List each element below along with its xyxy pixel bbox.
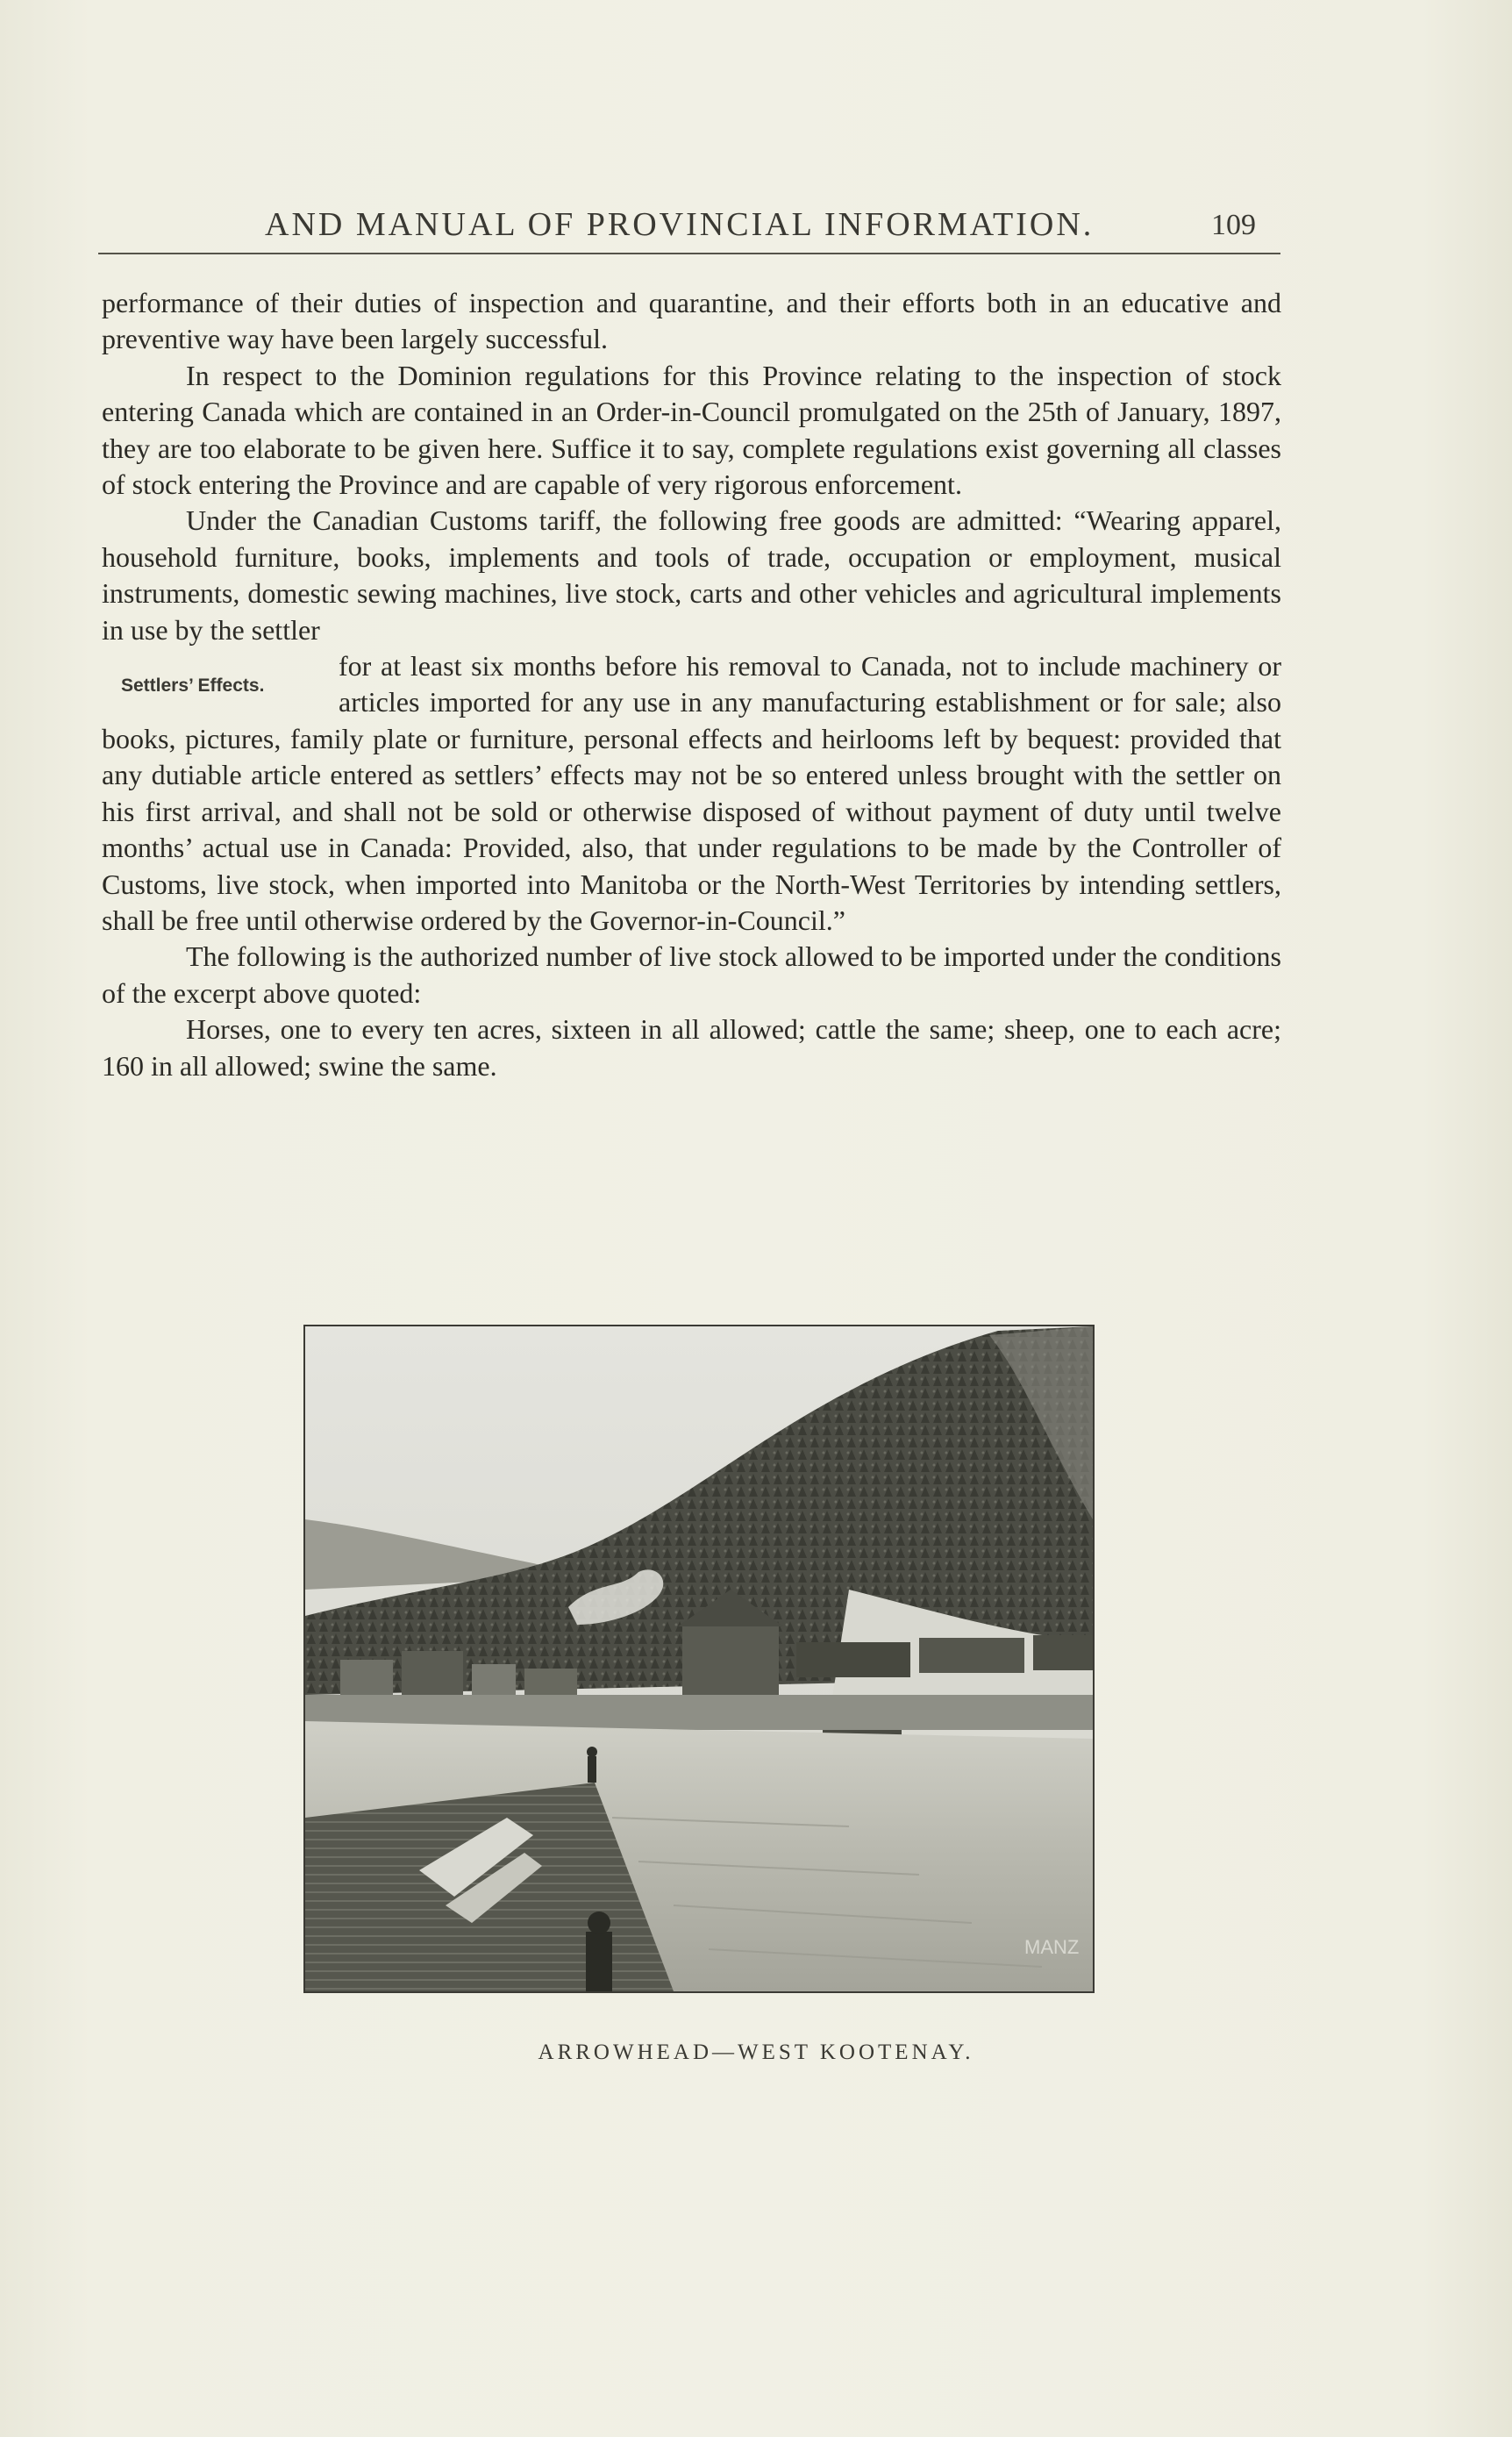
plate-caption: ARROWHEAD—WEST KOOTENAY. bbox=[538, 2040, 974, 2064]
standing-figure bbox=[587, 1747, 597, 1783]
paragraph-2: In respect to the Dominion regulations for this Province relating to the inspection of stock entering Canada which are contained in an Order-in-Council promulgated on the 25th of January, 1897, they are too elaborate to be given here. Suffice it to say, complete regulations exist governing all classes of stock entering the Province and are capable of very rigorous enforcement. bbox=[102, 359, 1281, 501]
running-head bbox=[98, 200, 1280, 254]
paragraph-4: The following is the authorized number of live stock allowed to be imported under the conditions of the excerpt above quoted: bbox=[102, 940, 1281, 1009]
halftone-photograph bbox=[303, 1325, 1095, 1993]
paragraph-3-part-1: Under the Canadian Customs tariff, the following free goods are admitted: “Wearing apparel, household furniture, books, implements and tools of trade, occupation or employment, musical instruments, domestic sewing machines, live stock, carts and other vehicles and agricultural implements in use by the settler bbox=[102, 504, 1281, 646]
paragraph-3-part-2: for at least six months before his removal to Canada, not to include machinery or articles imported for any use in any manufacturing establishment or for sale; also books, pictures, family plate or furniture, personal effects and heirlooms left by bequest: provided that any dutiable article entered as settlers’ effects may not be so entered unless brought with the settler on his first arrival, and shall not be sold or otherwise disposed of without payment of duty until twelve months’ actual use in Canada: Provided, also, that under regulations to be made by the Controller of Customs, live stock, when imported into Manitoba or the North-West Territories by intending settlers, shall be free until otherwise ordered by the Governor-in-Council.” bbox=[102, 650, 1281, 936]
paragraph-1: performance of their duties of inspection and quarantine, and their efforts both in an educative and preventive way have been largely successful. bbox=[102, 287, 1281, 355]
paragraph-5: Horses, one to every ten acres, sixteen in all allowed; cattle the same; sheep, one to each acre; 160 in all allowed; swine the same. bbox=[102, 1013, 1281, 1082]
running-title: AND MANUAL OF PROVINCIAL INFORMATION. bbox=[265, 206, 1095, 243]
engraver-mark: MANZ bbox=[1024, 1936, 1080, 1958]
page-number: 109 bbox=[1211, 209, 1256, 241]
margin-note-label: Settlers’ Effects. bbox=[121, 675, 265, 697]
margin-note bbox=[102, 648, 339, 720]
foreground-figure bbox=[586, 1912, 612, 1991]
photo-illustration bbox=[305, 1326, 1093, 1991]
body-text bbox=[102, 285, 1281, 1084]
